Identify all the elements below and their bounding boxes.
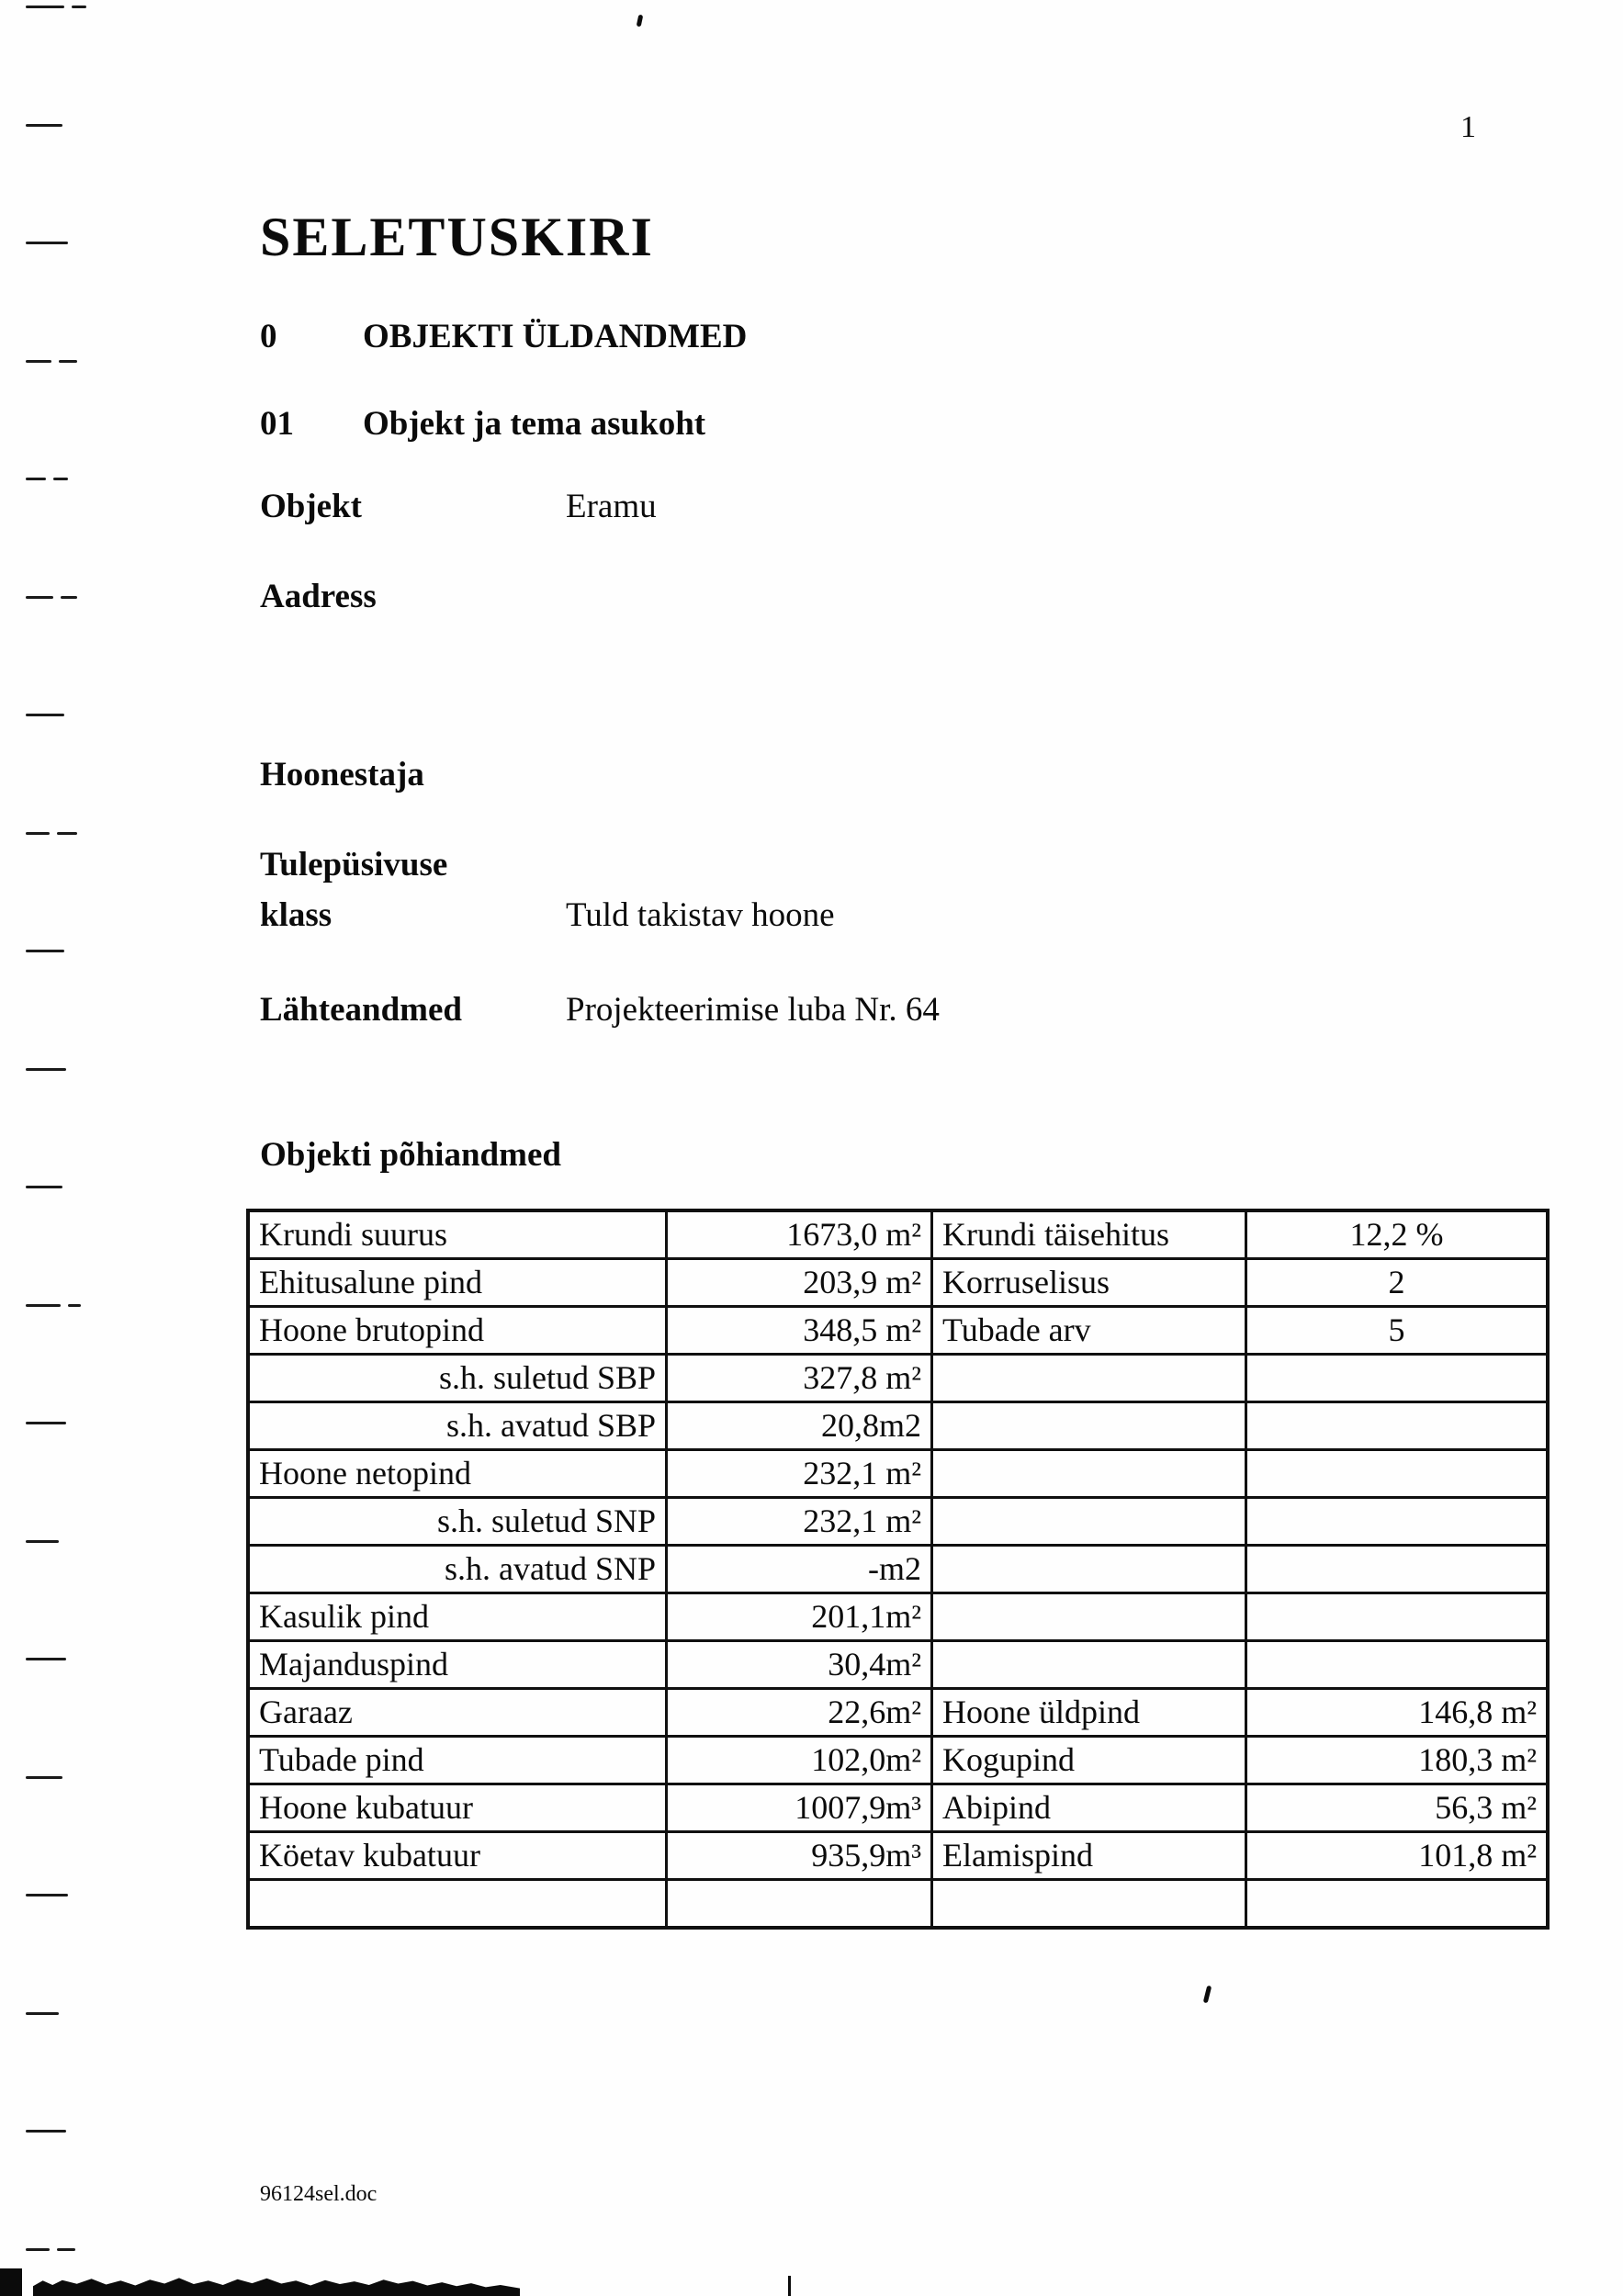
binding-mark bbox=[26, 1304, 61, 1307]
table-cell-label-left: Hoone kubatuur bbox=[248, 1784, 667, 1832]
scan-strip bbox=[33, 2274, 520, 2296]
table-row bbox=[248, 1498, 1548, 1546]
footer-filename: 96124sel.doc bbox=[260, 2182, 378, 2206]
table-cell-value-right: 180,3 m² bbox=[1246, 1737, 1549, 1784]
binding-mark bbox=[26, 2130, 66, 2133]
binding-mark bbox=[57, 2248, 75, 2251]
binding-mark bbox=[26, 1422, 66, 1424]
binding-mark bbox=[72, 6, 86, 8]
table-cell-label-left: Ehitusalune pind bbox=[248, 1259, 667, 1307]
table-cell-label-left: Krundi suurus bbox=[248, 1210, 667, 1259]
table-cell-value-right: 12,2 % bbox=[1246, 1210, 1549, 1259]
table-row bbox=[248, 1307, 1548, 1355]
field-value-objekt: Eramu bbox=[566, 488, 657, 525]
field-value-lahteandmed: Projekteerimise luba Nr. 64 bbox=[566, 991, 940, 1029]
field-label-objekt: Objekt bbox=[260, 488, 362, 525]
table-cell-value-left bbox=[667, 1880, 932, 1929]
table-row bbox=[248, 1593, 1548, 1641]
table-cell-label-right bbox=[932, 1593, 1246, 1641]
table-cell-label-left: s.h. suletud SNP bbox=[248, 1498, 667, 1546]
table-cell-label-right: Tubade arv bbox=[932, 1307, 1246, 1355]
binding-mark bbox=[61, 596, 77, 599]
table-cell-label-right: Krundi täisehitus bbox=[932, 1210, 1246, 1259]
table-cell-label-right: Hoone üldpind bbox=[932, 1689, 1246, 1737]
section-title: Objekt ja tema asukoht bbox=[363, 405, 706, 443]
section-number: 0 bbox=[260, 318, 277, 355]
table-cell-label-left: Tubade pind bbox=[248, 1737, 667, 1784]
table-cell-label-right bbox=[932, 1402, 1246, 1450]
table-cell-label-left: Hoone brutopind bbox=[248, 1307, 667, 1355]
section-number: 01 bbox=[260, 405, 294, 443]
table-cell-value-left: 232,1 m² bbox=[667, 1498, 932, 1546]
table-row bbox=[248, 1832, 1548, 1880]
page-number: 1 bbox=[1460, 110, 1476, 144]
binding-mark bbox=[26, 1894, 68, 1896]
table-cell-value-right bbox=[1246, 1450, 1549, 1498]
table-cell-label-right: Elamispind bbox=[932, 1832, 1246, 1880]
table-cell-label-left: s.h. avatud SBP bbox=[248, 1402, 667, 1450]
binding-mark bbox=[26, 2012, 59, 2015]
table-row bbox=[248, 1259, 1548, 1307]
table-cell-value-right bbox=[1246, 1402, 1549, 1450]
table-cell-label-right bbox=[932, 1641, 1246, 1689]
scan-strip-block bbox=[0, 2268, 22, 2296]
binding-mark bbox=[26, 360, 51, 363]
table-row bbox=[248, 1546, 1548, 1593]
table-cell-value-left: 327,8 m² bbox=[667, 1355, 932, 1402]
table-row bbox=[248, 1210, 1548, 1259]
table-cell-value-left: 348,5 m² bbox=[667, 1307, 932, 1355]
scan-speck-below-table bbox=[1203, 1986, 1212, 2004]
table-heading: Objekti põhiandmed bbox=[260, 1136, 561, 1174]
table-cell-value-right: 2 bbox=[1246, 1259, 1549, 1307]
table-cell-value-right: 5 bbox=[1246, 1307, 1549, 1355]
table-cell-label-right bbox=[932, 1880, 1246, 1929]
table-cell-label-right: Korruselisus bbox=[932, 1259, 1246, 1307]
section-title: OBJEKTI ÜLDANDMED bbox=[363, 318, 748, 355]
table-cell-label-left: s.h. avatud SNP bbox=[248, 1546, 667, 1593]
document-title: SELETUSKIRI bbox=[260, 207, 654, 267]
table-cell-value-right bbox=[1246, 1593, 1549, 1641]
table-cell-value-right bbox=[1246, 1880, 1549, 1929]
table-cell-value-left: 203,9 m² bbox=[667, 1259, 932, 1307]
binding-mark bbox=[26, 950, 64, 952]
table-cell-value-left: 1673,0 m² bbox=[667, 1210, 932, 1259]
table-cell-label-left: Kasulik pind bbox=[248, 1593, 667, 1641]
table-cell-value-left: 232,1 m² bbox=[667, 1450, 932, 1498]
table-row bbox=[248, 1450, 1548, 1498]
table-row bbox=[248, 1737, 1548, 1784]
table-cell-label-left: s.h. suletud SBP bbox=[248, 1355, 667, 1402]
field-label-lahteandmed: Lähteandmed bbox=[260, 991, 462, 1029]
table-row bbox=[248, 1355, 1548, 1402]
table-cell-label-right bbox=[932, 1355, 1246, 1402]
table-row bbox=[248, 1784, 1548, 1832]
binding-mark bbox=[26, 124, 62, 127]
table-cell-value-right bbox=[1246, 1546, 1549, 1593]
field-label-aadress: Aadress bbox=[260, 578, 377, 615]
binding-mark bbox=[26, 1068, 66, 1071]
field-value-tulepusivuse-klass: Tuld takistav hoone bbox=[566, 896, 835, 934]
field-label-tulepusivuse: Tulepüsivuse bbox=[260, 846, 448, 884]
table-cell-value-right: 101,8 m² bbox=[1246, 1832, 1549, 1880]
table-cell-label-left: Hoone netopind bbox=[248, 1450, 667, 1498]
table-cell-value-right: 56,3 m² bbox=[1246, 1784, 1549, 1832]
table-cell-value-right bbox=[1246, 1641, 1549, 1689]
binding-mark bbox=[26, 1540, 59, 1543]
binding-mark bbox=[26, 832, 50, 835]
table-cell-value-right: 146,8 m² bbox=[1246, 1689, 1549, 1737]
table-cell-value-right bbox=[1246, 1355, 1549, 1402]
binding-mark bbox=[26, 596, 53, 599]
table-cell-value-right bbox=[1246, 1498, 1549, 1546]
binding-mark bbox=[26, 1186, 62, 1188]
binding-mark bbox=[26, 242, 68, 244]
object-data-table bbox=[246, 1209, 1550, 1930]
table-cell-value-left: 201,1m² bbox=[667, 1593, 932, 1641]
binding-mark bbox=[53, 478, 68, 480]
field-label-klass: klass bbox=[260, 896, 332, 934]
table-cell-label-right: Kogupind bbox=[932, 1737, 1246, 1784]
binding-mark bbox=[26, 1776, 62, 1779]
table-cell-label-right: Abipind bbox=[932, 1784, 1246, 1832]
table-cell-value-left: 102,0m² bbox=[667, 1737, 932, 1784]
table-row bbox=[248, 1402, 1548, 1450]
table-cell-label-left: Köetav kubatuur bbox=[248, 1832, 667, 1880]
binding-mark bbox=[57, 832, 77, 835]
table-cell-value-left: 30,4m² bbox=[667, 1641, 932, 1689]
table-cell-label-left: Majanduspind bbox=[248, 1641, 667, 1689]
binding-mark bbox=[68, 1304, 81, 1307]
table-row bbox=[248, 1880, 1548, 1929]
table-cell-label-left: Garaaz bbox=[248, 1689, 667, 1737]
table-row bbox=[248, 1641, 1548, 1689]
binding-mark bbox=[26, 1658, 66, 1660]
binding-mark bbox=[59, 360, 77, 363]
binding-mark bbox=[26, 6, 64, 8]
table-cell-value-left: 22,6m² bbox=[667, 1689, 932, 1737]
table-cell-label-left bbox=[248, 1880, 667, 1929]
binding-mark bbox=[26, 714, 64, 716]
scan-strip-tick bbox=[788, 2276, 791, 2296]
table-cell-value-left: 20,8m2 bbox=[667, 1402, 932, 1450]
binding-mark bbox=[26, 2248, 50, 2251]
section-heading-01 bbox=[260, 404, 705, 444]
table-cell-value-left: 935,9m³ bbox=[667, 1832, 932, 1880]
table-cell-label-right bbox=[932, 1450, 1246, 1498]
scan-speck-top bbox=[637, 15, 644, 28]
binding-mark bbox=[26, 478, 46, 480]
table-cell-label-right bbox=[932, 1546, 1246, 1593]
section-heading-0 bbox=[260, 317, 747, 356]
table-cell-value-left: -m2 bbox=[667, 1546, 932, 1593]
table-cell-value-left: 1007,9m³ bbox=[667, 1784, 932, 1832]
table-cell-label-right bbox=[932, 1498, 1246, 1546]
table-row bbox=[248, 1689, 1548, 1737]
field-label-hoonestaja: Hoonestaja bbox=[260, 756, 424, 793]
